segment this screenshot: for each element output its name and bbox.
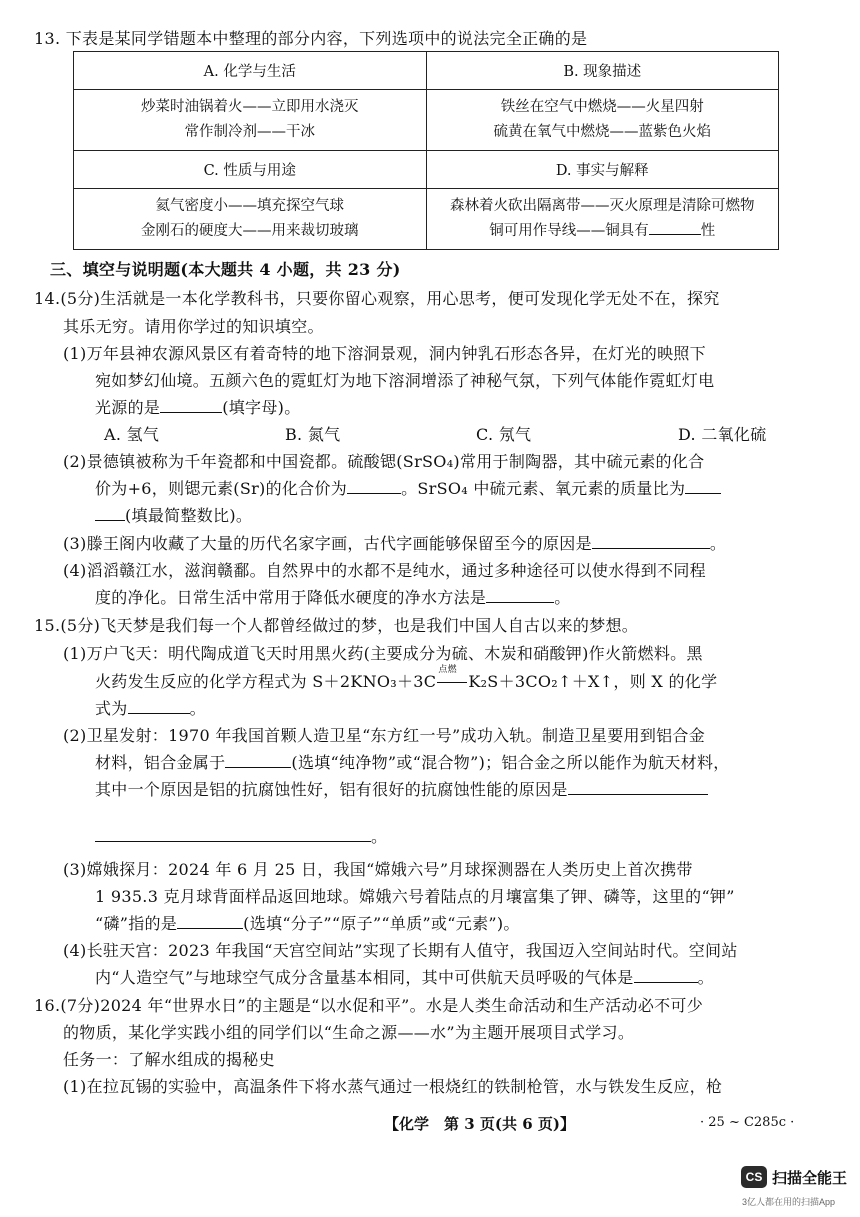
q15-p1-line1: (1)万户飞天：明代陶成道飞天时用黑火药(主要成分为硫、木炭和硝酸钾)作火箭燃料。黑 bbox=[63, 644, 703, 663]
paper-code: · 25 ~ C285c · bbox=[700, 1115, 795, 1130]
q13-a-head: A. 化学与生活 bbox=[74, 52, 427, 90]
q14-option-c: C. 氖气 bbox=[476, 425, 532, 444]
q15-p3-line1: (3)嫦娥探月：2024 年 6 月 25 日，我国“嫦娥六号”月球探测器在人类历史上首次携带 bbox=[63, 860, 693, 879]
q13-b-head: B. 现象描述 bbox=[426, 52, 779, 90]
reaction-condition bbox=[436, 665, 468, 693]
q15-p4-line1: (4)长驻天宫：2023 年我国“天宫空间站”实现了长期有人值守，我国迈入空间站时代。空间站 bbox=[63, 941, 738, 960]
text: 。SrSO₄ 中硫元素、氧元素的质量比为 bbox=[401, 479, 686, 498]
q13-a-body bbox=[74, 90, 427, 151]
answer-blank[interactable] bbox=[177, 914, 243, 929]
q15-p4-line2 bbox=[95, 967, 714, 989]
q14-p1-line3 bbox=[95, 397, 301, 419]
watermark-tagline: 3亿人都在用的扫描App bbox=[742, 1197, 836, 1207]
q16-line1: 16.(7分)2024 年“世界水日”的主题是“以水促和平”。水是人类生命活动和生产活动必不可少 bbox=[34, 996, 704, 1015]
watermark-name: 扫描全能王 bbox=[772, 1170, 848, 1187]
answer-blank[interactable] bbox=[592, 534, 710, 549]
q16-line2: 的物质，某化学实践小组的同学们以“生命之源——水”为主题开展项目式学习。 bbox=[63, 1023, 635, 1042]
text: (选填“纯净物”或“混合物”)；铝合金之所以能作为航天材料， bbox=[291, 753, 730, 772]
q14-p2-line3 bbox=[95, 505, 252, 527]
equals-bar bbox=[437, 682, 467, 683]
text: 材料，铝合金属于 bbox=[95, 753, 226, 772]
q14-p1-line1: (1)万年县神农源风景区有着奇特的地下溶洞景观，洞内钟乳石形态各异，在灯光的映照下 bbox=[63, 344, 706, 363]
q13-a-line1: 炒菜时油锅着火——立即用水浇灭 bbox=[141, 99, 359, 115]
text: 光源的是 bbox=[95, 398, 161, 417]
q14-option-d: D. 二氧化硫 bbox=[678, 425, 767, 444]
q13-c-line2: 金刚石的硬度大——用来裁切玻璃 bbox=[141, 223, 359, 239]
answer-blank[interactable] bbox=[160, 398, 222, 413]
q14-line2: 其乐无穷。请用你学过的知识填空。 bbox=[63, 317, 324, 336]
q15-p3-line3 bbox=[95, 913, 520, 935]
section-3-heading: 三、填空与说明题(本大题共 4 小题，共 23 分) bbox=[50, 260, 401, 279]
q14-p4-line2 bbox=[95, 587, 571, 609]
text: (填字母)。 bbox=[222, 398, 301, 417]
text: 式为 bbox=[95, 699, 128, 718]
text: 度的净化。日常生活中常用于降低水硬度的净水方法是 bbox=[95, 588, 487, 607]
q14-option-b: B. 氮气 bbox=[285, 425, 341, 444]
answer-blank[interactable] bbox=[95, 827, 371, 842]
answer-blank[interactable] bbox=[225, 753, 291, 768]
text: 火药发生反应的化学方程式为 S＋2KNO₃＋3C bbox=[95, 672, 437, 691]
q14-p2-line1: (2)景德镇被称为千年瓷都和中国瓷都。硫酸锶(SrSO₄)常用于制陶器，其中硫元素的化合 bbox=[63, 452, 705, 471]
q15-p1-line3 bbox=[95, 698, 206, 720]
condition-label: 点燃 bbox=[438, 665, 457, 675]
q14-option-a: A. 氢气 bbox=[104, 425, 160, 444]
q14-p4-line1: (4)滔滔赣江水，滋润赣鄱。自然界中的水都不是纯水，通过多种途径可以使水得到不同程 bbox=[63, 561, 706, 580]
answer-blank[interactable] bbox=[634, 968, 698, 983]
q13-table bbox=[73, 51, 779, 250]
q14-p1-line2: 宛如梦幻仙境。五颜六色的霓虹灯为地下溶洞增添了神秘气氛，下列气体能作霓虹灯电 bbox=[95, 371, 715, 390]
text: (选填“分子”“原子”“单质”或“元素”)。 bbox=[243, 914, 520, 933]
answer-blank[interactable] bbox=[568, 780, 708, 795]
q15-p3-line2: 1 935.3 克月球背面样品返回地球。嫦娥六号着陆点的月壤富集了钾、磷等，这里的“钾” bbox=[95, 887, 735, 906]
q16-task1: 任务一：了解水组成的揭秘史 bbox=[63, 1050, 275, 1069]
q15-line1: 15.(5分)飞天梦是我们每一个人都曾经做过的梦，也是我们中国人自古以来的梦想。 bbox=[34, 616, 639, 635]
q15-p2-line2 bbox=[95, 752, 730, 774]
q15-p1-line2 bbox=[95, 665, 718, 693]
answer-blank[interactable] bbox=[95, 506, 125, 521]
text: 。 bbox=[371, 827, 388, 846]
q13-d-head: D. 事实与解释 bbox=[426, 151, 779, 189]
text: 。 bbox=[189, 699, 206, 718]
q13-c-head: C. 性质与用途 bbox=[74, 151, 427, 189]
text: K₂S＋3CO₂↑＋X↑，则 X 的化学 bbox=[468, 672, 718, 691]
text: 。 bbox=[554, 588, 571, 607]
q14-line1: 14.(5分)生活就是一本化学教科书，只要你留心观察，用心思考，便可发现化学无处不在，探究 bbox=[34, 289, 720, 308]
q13-a-line2: 常作制冷剂——干冰 bbox=[184, 124, 315, 140]
q13-c-body bbox=[74, 189, 427, 250]
q13-stem: 13. 下表是某同学错题本中整理的部分内容，下列选项中的说法完全正确的是 bbox=[34, 29, 588, 48]
q14-p3 bbox=[63, 533, 726, 555]
answer-blank[interactable] bbox=[347, 479, 401, 494]
text: 。 bbox=[709, 534, 727, 553]
q15-p2-line1: (2)卫星发射：1970 年我国首颗人造卫星“东方红一号”成功入轨。制造卫星要用到铝合金 bbox=[63, 726, 706, 745]
text: (填最简整数比)。 bbox=[125, 506, 253, 525]
answer-blank[interactable] bbox=[649, 220, 701, 235]
answer-blank[interactable] bbox=[685, 479, 721, 494]
q13-b-body bbox=[426, 90, 779, 151]
text: (3)滕王阁内收藏了大量的历代名家字画，古代字画能够保留至今的原因是 bbox=[63, 534, 592, 553]
q13-d-line2-suffix: 性 bbox=[700, 223, 716, 239]
q13-b-line2: 硫黄在氧气中燃烧——蓝紫色火焰 bbox=[493, 124, 711, 140]
q15-p2-line4 bbox=[95, 826, 387, 848]
q13-b-line1: 铁丝在空气中燃烧——火星四射 bbox=[500, 99, 704, 115]
text: “磷”指的是 bbox=[95, 914, 178, 933]
q16-p1: (1)在拉瓦锡的实验中，高温条件下将水蒸气通过一根烧红的铁制枪管，水与铁发生反应，枪 bbox=[63, 1077, 723, 1096]
answer-blank[interactable] bbox=[128, 699, 190, 714]
q13-d-body bbox=[426, 189, 779, 250]
text: 内“人造空气”与地球空气成分含量基本相同，其中可供航天员呼吸的气体是 bbox=[95, 968, 634, 987]
q14-p2-line2 bbox=[95, 478, 721, 500]
q15-p2-line3 bbox=[95, 779, 708, 801]
q13-d-line2-text: 铜可用作导线——铜具有 bbox=[489, 223, 649, 239]
q13-c-line1: 氦气密度小——填充探空气球 bbox=[155, 198, 344, 214]
q13-d-line2 bbox=[427, 219, 779, 244]
text: 价为+6，则锶元素(Sr)的化合价为 bbox=[95, 479, 348, 498]
q13-d-line1: 森林着火砍出隔离带——灭火原理是清除可燃物 bbox=[450, 198, 755, 214]
answer-blank[interactable] bbox=[486, 588, 554, 603]
text: 其中一个原因是铝的抗腐蚀性好，铝有很好的抗腐蚀性能的原因是 bbox=[95, 780, 568, 799]
page-footer: 【化学 第 3 页(共 6 页)】 bbox=[384, 1115, 575, 1133]
camscanner-logo-icon: CS bbox=[741, 1166, 767, 1188]
text: 。 bbox=[697, 968, 714, 987]
